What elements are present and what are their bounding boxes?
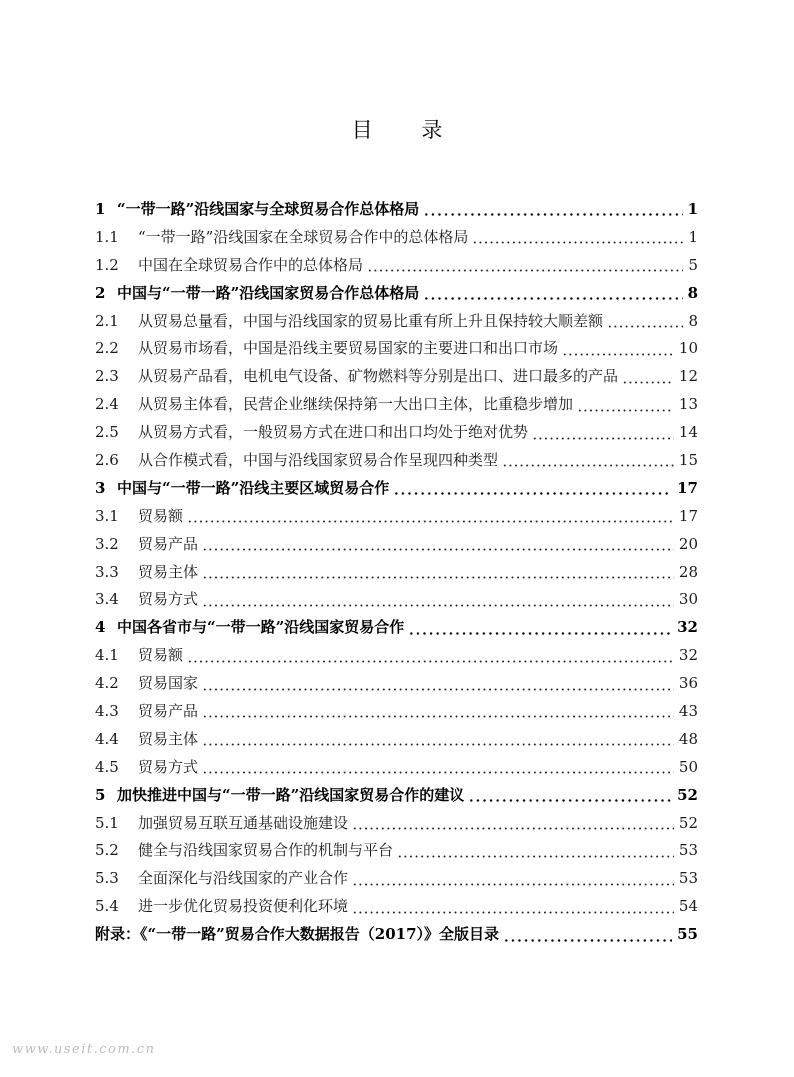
toc-subentry-number: 3.1: [95, 506, 119, 525]
toc-heading-page: 52: [677, 785, 698, 804]
toc-subentry[interactable]: [95, 810, 698, 838]
toc-subentry[interactable]: [95, 559, 698, 587]
dot-leader: [352, 911, 674, 914]
toc-subentry-page: 48: [678, 729, 698, 748]
toc-heading-page: 1: [687, 200, 698, 218]
toc-subentry-page: 13: [678, 395, 698, 414]
dot-leader: [472, 241, 683, 244]
toc-section-1: [95, 196, 698, 280]
toc-subentry[interactable]: [95, 670, 698, 698]
toc-subentry-page: 20: [678, 534, 698, 553]
toc-subentry-title: “一带一路”沿线国家在全球贸易合作中的总体格局: [138, 227, 469, 246]
toc-heading[interactable]: [95, 782, 698, 810]
toc-subentry[interactable]: [95, 642, 698, 670]
toc-subentry-title: 从贸易产品看，电机电气设备、矿物燃料等分别是出口、进口最多的产品: [138, 367, 619, 386]
toc-subentry-number: 2.2: [95, 339, 119, 358]
toc-subentry[interactable]: [95, 391, 698, 419]
dot-leader: [187, 520, 674, 523]
toc-subentry-page: 43: [678, 702, 698, 721]
toc-subentry-title: 贸易主体: [138, 562, 199, 581]
toc-heading-title: 中国各省市与“一带一路”沿线国家贸易合作: [117, 618, 405, 637]
toc-subentry-title: 贸易方式: [138, 757, 199, 776]
toc-subentry-number: 1.1: [95, 227, 119, 246]
toc-subentry[interactable]: [95, 893, 698, 921]
toc-subentry-title: 进一步优化贸易投资便利化环境: [138, 897, 349, 916]
toc-subentry-number: 4.4: [95, 729, 119, 748]
dot-leader: [352, 883, 674, 886]
toc-subentry[interactable]: [95, 447, 698, 475]
toc-subentry-page: 8: [688, 311, 698, 330]
dot-leader: [577, 409, 674, 412]
toc-subentry[interactable]: [95, 335, 698, 363]
dot-leader: [397, 855, 674, 858]
toc-subentry-page: 53: [678, 869, 698, 888]
toc-heading-page: 17: [677, 478, 698, 497]
toc-heading-page: 32: [677, 618, 698, 637]
toc-subentry-title: 贸易额: [138, 646, 184, 665]
toc-subentry-number: 1.2: [95, 255, 119, 274]
toc-subentry[interactable]: [95, 308, 698, 336]
toc-subentry-title: 中国在全球贸易合作中的总体格局: [138, 255, 364, 274]
toc-subentry-number: 5.2: [95, 841, 119, 860]
toc-subentry-title: 从贸易方式看，一般贸易方式在进口和出口均处于绝对优势: [138, 423, 529, 442]
toc-subentry[interactable]: [95, 754, 698, 782]
toc-heading-number: 2: [95, 283, 106, 302]
toc-subentry-title: 健全与沿线国家贸易合作的机制与平台: [138, 841, 394, 860]
dot-leader: [562, 353, 674, 356]
dot-leader: [202, 771, 674, 774]
toc-heading-title: 中国与“一带一路”沿线国家贸易合作总体格局: [117, 283, 420, 302]
toc-subentry-page: 32: [678, 646, 698, 665]
toc-heading-title: 中国与“一带一路”沿线主要区域贸易合作: [117, 478, 390, 497]
toc-subentry-title: 贸易额: [138, 506, 184, 525]
dot-leader: [352, 827, 674, 830]
dot-leader: [622, 381, 674, 384]
dot-leader: [393, 492, 672, 495]
toc-subentry-title: 从贸易主体看，民营企业继续保持第一大出口主体，比重稳步增加: [138, 395, 574, 414]
toc-subentry-page: 28: [678, 562, 698, 581]
toc-subentry-title: 从贸易市场看，中国是沿线主要贸易国家的主要进口和出口市场: [138, 339, 559, 358]
toc-subentry-title: 贸易国家: [138, 674, 199, 693]
dot-leader: [202, 688, 674, 691]
toc-subentry-page: 15: [678, 451, 698, 470]
toc-subentry-number: 3.2: [95, 534, 119, 553]
dot-leader: [202, 604, 674, 607]
toc-subentry-number: 4.2: [95, 674, 119, 693]
toc-subentry[interactable]: [95, 419, 698, 447]
toc-heading[interactable]: [95, 196, 698, 224]
page-title: 目 录: [351, 118, 443, 142]
toc-subentry[interactable]: [95, 363, 698, 391]
toc-subentry-number: 4.1: [95, 646, 119, 665]
toc-section-3: [95, 475, 698, 614]
dot-leader: [202, 743, 674, 746]
toc-subentry[interactable]: [95, 503, 698, 531]
toc-heading-number: 3: [95, 478, 106, 497]
toc-subentry-page: 5: [688, 255, 698, 274]
toc-heading-number: 1: [95, 200, 106, 218]
toc-heading[interactable]: [95, 614, 698, 642]
dot-leader: [468, 799, 672, 802]
toc-subentry[interactable]: [95, 586, 698, 614]
toc-subentry[interactable]: [95, 837, 698, 865]
toc-heading-title: 加快推进中国与“一带一路”沿线国家贸易合作的建议: [117, 785, 465, 804]
toc-subentry-number: 3.3: [95, 562, 119, 581]
toc-subentry-number: 5.4: [95, 897, 119, 916]
dot-leader: [202, 576, 674, 579]
toc-subentry-number: 2.1: [95, 311, 119, 330]
toc-appendix[interactable]: [95, 921, 698, 949]
toc-subentry-number: 2.6: [95, 451, 119, 470]
toc-section-5: [95, 782, 698, 921]
dot-leader: [187, 660, 674, 663]
toc-heading-title: “一带一路”沿线国家与全球贸易合作总体格局: [117, 200, 420, 218]
toc-subentry-page: 1: [688, 227, 698, 246]
watermark: www.useit.com.cn: [12, 1042, 156, 1057]
toc-subentry-page: 10: [678, 339, 698, 358]
toc-subentry-title: 加强贸易互联互通基础设施建设: [138, 813, 349, 832]
toc-subentry[interactable]: [95, 252, 698, 280]
toc-section-2: [95, 280, 698, 475]
toc-subentry[interactable]: [95, 726, 698, 754]
toc-subentry-page: 53: [678, 841, 698, 860]
dot-leader: [367, 269, 683, 272]
toc-heading-number: 5: [95, 785, 106, 804]
toc-subentry-number: 4.3: [95, 702, 119, 721]
toc-heading-number: 4: [95, 618, 106, 637]
toc-subentry[interactable]: [95, 224, 698, 252]
toc-subentry-number: 2.4: [95, 395, 119, 414]
toc-subentry-number: 2.5: [95, 423, 119, 442]
toc-subentry-title: 从贸易总量看，中国与沿线国家的贸易比重有所上升且保持较大顺差额: [138, 311, 604, 330]
toc-subentry-title: 贸易产品: [138, 534, 199, 553]
dot-leader: [607, 325, 683, 328]
toc-subentry-title: 贸易产品: [138, 702, 199, 721]
toc-section-4: [95, 614, 698, 781]
toc-subentry-page: 50: [678, 757, 698, 776]
toc-subentry-page: 52: [678, 813, 698, 832]
toc-subentry[interactable]: [95, 865, 698, 893]
dot-leader: [202, 548, 674, 551]
dot-leader: [532, 437, 674, 440]
toc-appendix-title: 附录：《“一带一路”贸易合作大数据报告（2017）》全版目录: [95, 925, 500, 944]
toc-subentry-page: 54: [678, 897, 698, 916]
toc-subentry-number: 3.4: [95, 590, 119, 609]
toc-list: [95, 196, 698, 949]
toc-heading[interactable]: [95, 475, 698, 503]
toc-subentry-title: 全面深化与沿线国家的产业合作: [138, 869, 349, 888]
dot-leader: [503, 939, 672, 942]
toc-subentry-number: 4.5: [95, 757, 119, 776]
toc-subentry-title: 从合作模式看，中国与沿线国家贸易合作呈现四种类型: [138, 451, 499, 470]
toc-subentry-page: 36: [678, 674, 698, 693]
toc-subentry-number: 5.3: [95, 869, 119, 888]
toc-appendix-page: 55: [677, 925, 698, 944]
toc-subentry-page: 17: [678, 506, 698, 525]
toc-subentry[interactable]: [95, 531, 698, 559]
dot-leader: [408, 632, 672, 635]
toc-subentry-page: 12: [678, 367, 698, 386]
toc-heading-page: 8: [687, 283, 698, 302]
dot-leader: [423, 213, 682, 216]
toc-subentry-title: 贸易主体: [138, 729, 199, 748]
toc-subentry-title: 贸易方式: [138, 590, 199, 609]
toc-subentry-page: 14: [678, 423, 698, 442]
toc-heading[interactable]: [95, 280, 698, 308]
dot-leader: [502, 464, 674, 467]
dot-leader: [423, 297, 682, 300]
dot-leader: [202, 715, 674, 718]
toc-subentry-page: 30: [678, 590, 698, 609]
toc-subentry[interactable]: [95, 698, 698, 726]
toc-subentry-number: 5.1: [95, 813, 119, 832]
toc-subentry-number: 2.3: [95, 367, 119, 386]
